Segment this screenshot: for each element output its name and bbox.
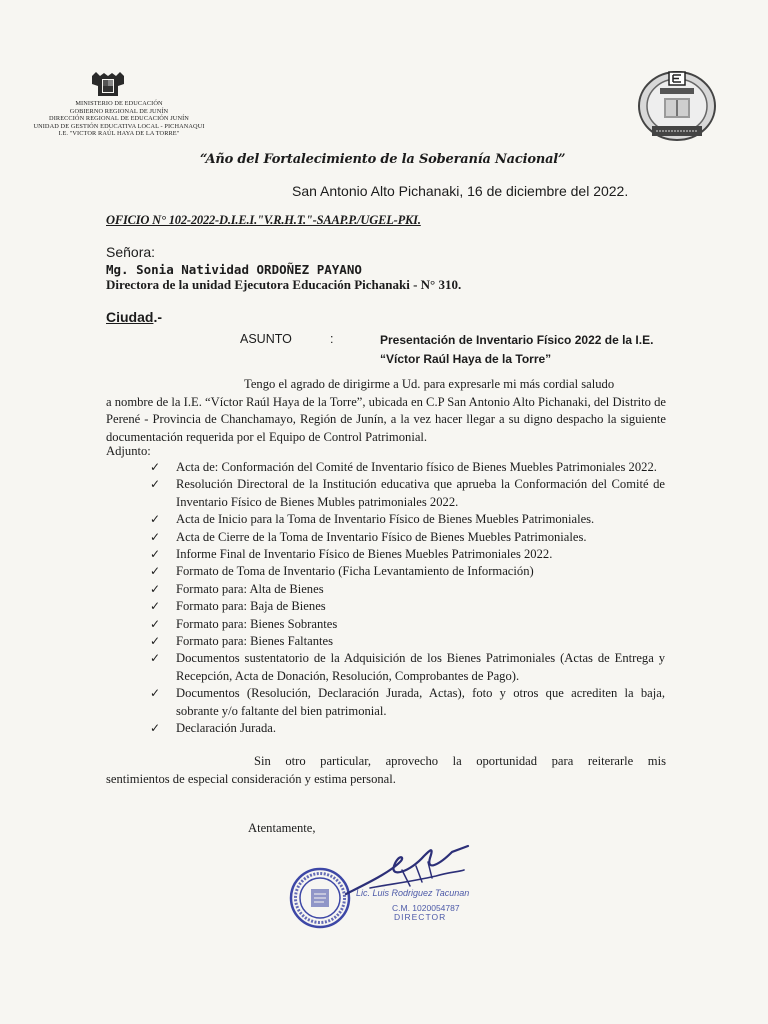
check-icon: ✓ <box>150 529 161 544</box>
asunto-label: ASUNTO <box>240 332 292 346</box>
header-line: DIRECCIÓN REGIONAL DE EDUCACIÓN JUNÍN <box>49 115 189 123</box>
list-item: ✓ Formato para: Baja de Bienes <box>150 598 665 615</box>
header-line: I.E. "VICTOR RAÚL HAYA DE LA TORRE" <box>58 130 180 138</box>
ciudad-suffix: .- <box>153 309 163 325</box>
year-motto: “Año del Fortalecimiento de la Soberanía Nacional” <box>200 152 566 167</box>
list-item: ✓ Resolución Directoral de la Institución educativa que aprueba la Conformación del Comité de Inventario Físico de Bienes Mubles patrimoniales 2022. <box>150 477 665 509</box>
check-icon: ✓ <box>150 460 161 474</box>
recipient-role: Directora de la unidad Ejecutora Educación Pichanaki - N° 310. <box>106 277 462 292</box>
list-item: ✓ Formato de Toma de Inventario (Ficha Levantamiento de Información) <box>150 563 665 580</box>
closing-paragraph <box>106 752 666 788</box>
peru-coat-of-arms-icon <box>88 70 128 100</box>
check-icon: ✓ <box>150 634 161 649</box>
check-icon: ✓ <box>150 547 161 562</box>
asunto-colon: : <box>330 332 334 346</box>
check-icon: ✓ <box>150 616 161 631</box>
body-paragraph <box>106 376 666 446</box>
list-item: ✓ Acta de: Conformación del Comité de Inventario físico de Bienes Muebles Patrimoniales 2022. <box>150 459 665 476</box>
list-item: ✓ Formato para: Alta de Bienes <box>150 581 665 598</box>
closing-line: Sin otro particular, aprovecho la oportunidad para reiterarle mis <box>254 754 666 768</box>
attachment-list <box>150 459 665 738</box>
body-first-line: Tengo el agrado de dirigirme a Ud. para expresarle mi más cordial saludo <box>244 377 615 391</box>
list-item: ✓ Formato para: Bienes Faltantes <box>150 633 665 650</box>
list-item: ✓ Documentos sustentatorio de la Adquisición de los Bienes Patrimoniales (Actas de Entrega y Recepción, Acta de Donación, Resolución, Comprobantes de Pago). <box>150 651 665 683</box>
list-item: ✓ Informe Final de Inventario Físico de Bienes Muebles Patrimoniales 2022. <box>150 546 665 563</box>
check-icon: ✓ <box>150 512 161 527</box>
salutation: Señora: <box>106 244 156 260</box>
check-icon: ✓ <box>150 599 161 614</box>
list-item: ✓ Documentos (Resolución, Declaración Jurada, Actas), foto y otros que acrediten la baja, sobrante y/o faltante del bien patrimonial. <box>150 686 665 718</box>
signer-registration: C.M. 1020054787 <box>392 903 460 913</box>
check-icon: ✓ <box>150 686 161 701</box>
list-item: ✓ Acta de Cierre de la Toma de Inventario Físico de Bienes Muebles Patrimoniales. <box>150 529 665 546</box>
header-line: GOBIERNO REGIONAL DE JUNÍN <box>69 107 169 115</box>
check-icon: ✓ <box>150 721 161 736</box>
adjunto-label: Adjunto: <box>106 444 151 458</box>
ciudad-line <box>106 309 162 325</box>
check-icon: ✓ <box>150 477 161 492</box>
header-line: MINISTERIO DE EDUCACIÓN <box>75 100 163 107</box>
signer-title: DIRECTOR <box>394 912 447 922</box>
date-line: San Antonio Alto Pichanaki, 16 de diciembre del 2022. <box>292 183 629 199</box>
recipient-name: Mg. Sonia Natividad ORDOÑEZ PAYANO <box>106 262 362 277</box>
header-line: UNIDAD DE GESTIÓN EDUCATIVA LOCAL - PICHANAQUI <box>33 122 205 130</box>
list-item: ✓ Declaración Jurada. <box>150 720 665 737</box>
list-item: ✓ Formato para: Bienes Sobrantes <box>150 616 665 633</box>
ciudad-label: Ciudad <box>106 309 154 325</box>
school-seal-icon <box>636 70 718 146</box>
check-icon: ✓ <box>150 651 161 666</box>
ministry-header <box>10 100 228 138</box>
check-icon: ✓ <box>150 581 161 596</box>
closing-line: sentimientos de especial consideración y estima personal. <box>106 772 396 786</box>
list-item: ✓ Acta de Inicio para la Toma de Inventario Físico de Bienes Muebles Patrimoniales. <box>150 511 665 528</box>
asunto-line: Presentación de Inventario Físico 2022 de la I.E. <box>380 333 654 347</box>
signer-name: Lic. Luis Rodriguez Tacunan <box>356 888 470 898</box>
check-icon: ✓ <box>150 564 161 579</box>
oficio-number: OFICIO N° 102-2022-D.I.E.I."V.R.H.T."-SAAP.P./UGEL-PKI. <box>106 213 421 227</box>
asunto-line: “Víctor Raúl Haya de la Torre” <box>380 352 552 366</box>
body-rest: a nombre de la I.E. “Víctor Raúl Haya de la Torre”, ubicada en C.P San Antonio Alto Pichanaki, del Distrito de Perené - Provincia de Chanchamayo, Región de Junín, a la vez hacer llegar a su digno despacho la siguiente documentación requerida por el Equipo de Control Patrimonial. <box>106 394 666 444</box>
asunto-value <box>380 331 653 369</box>
farewell: Atentamente, <box>248 821 316 835</box>
